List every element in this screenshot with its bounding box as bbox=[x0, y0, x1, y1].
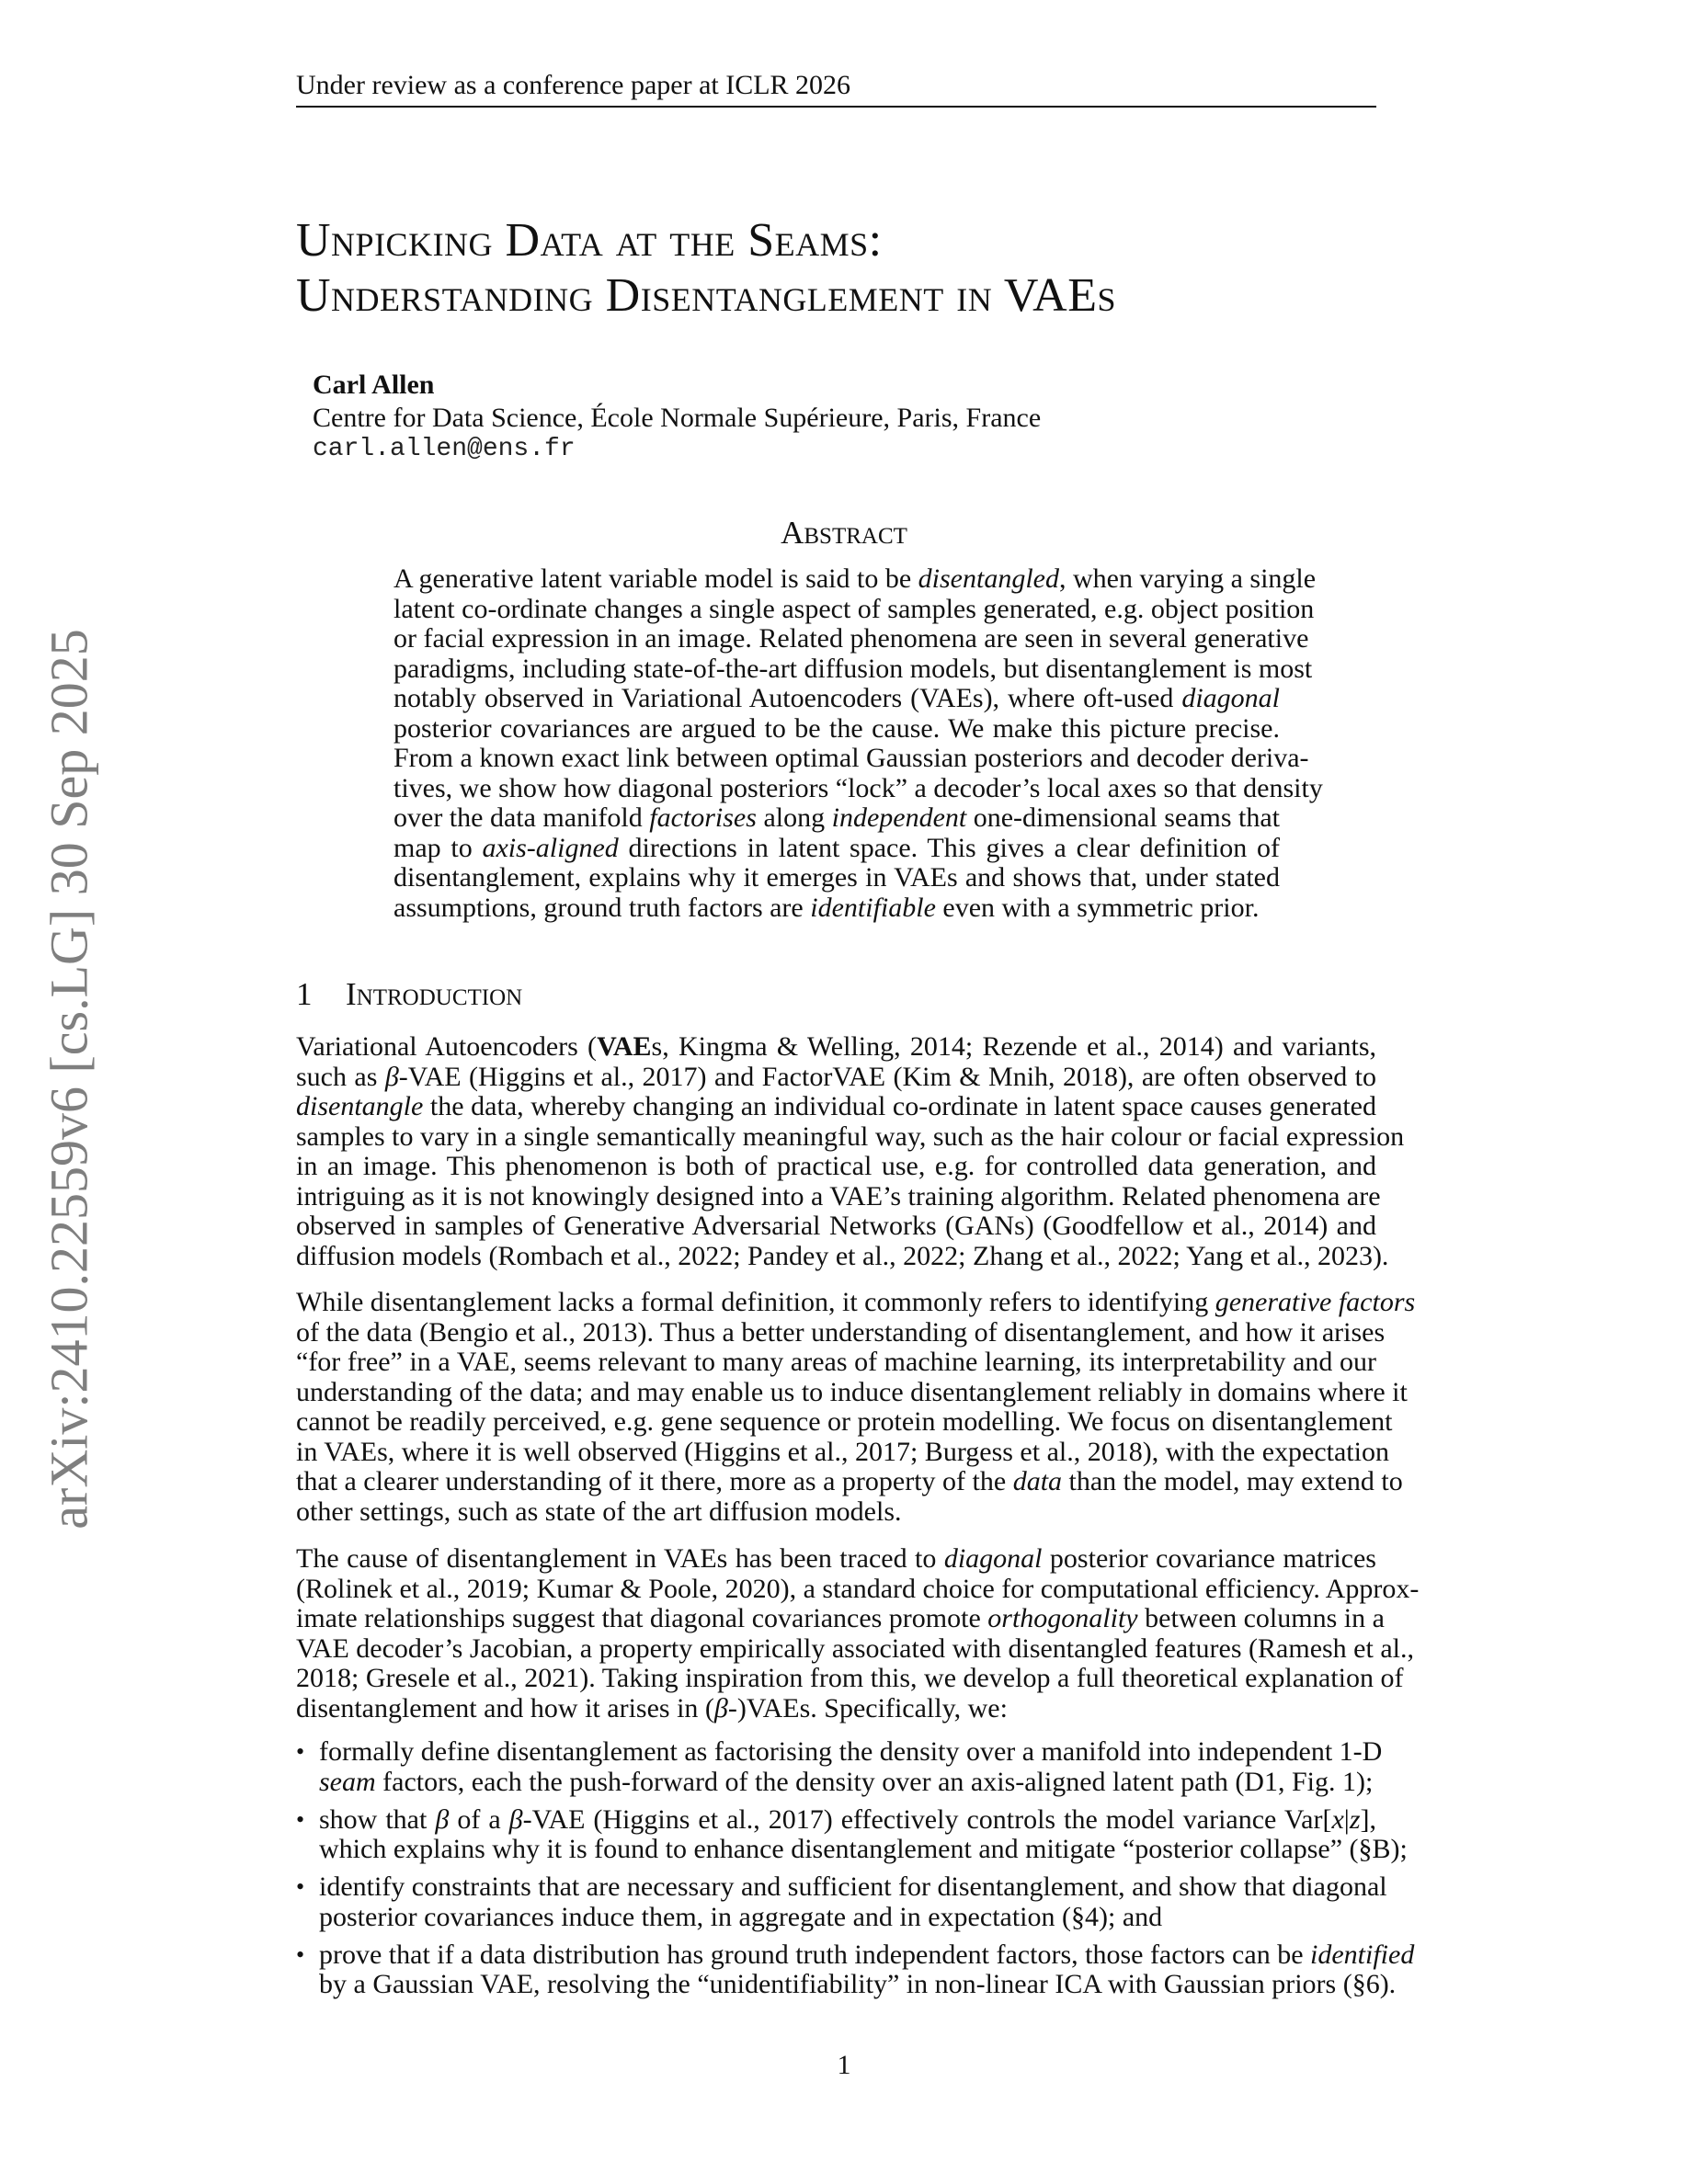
text-line: observed in samples of Generative Adversarial Networks (GANs) (Goodfellow et al., 2014) and bbox=[296, 1211, 1376, 1241]
abstract-body bbox=[393, 563, 1323, 923]
text-line: cannot be readily perceived, e.g. gene sequence or protein modelling. We focus on disentanglement bbox=[296, 1406, 1393, 1437]
text-line: The cause of disentanglement in VAEs has been traced to diagonal posterior covariance matrices bbox=[296, 1543, 1376, 1574]
author-email[interactable]: carl.allen@ens.fr bbox=[313, 435, 576, 463]
bullet-icon: • bbox=[296, 1873, 305, 1900]
text-line: “for free” in a VAE, seems relevant to many areas of machine learning, its interpretability and our bbox=[296, 1347, 1376, 1377]
author-affiliation: Centre for Data Science, École Normale Supérieure, Paris, France bbox=[313, 403, 1042, 433]
text-line: Variational Autoencoders (VAEs, Kingma & Welling, 2014; Rezende et al., 2014) and variants, bbox=[296, 1031, 1377, 1062]
text-line: by a Gaussian VAE, resolving the “unidentifiability” in non-linear ICA with Gaussian priors (§6). bbox=[319, 1969, 1397, 1999]
text-line: posterior covariances are argued to be the cause. We make this picture precise. bbox=[393, 712, 1280, 744]
text-line: show that β of a β-VAE (Higgins et al., 2017) effectively controls the model variance Var[x|z], bbox=[319, 1803, 1376, 1835]
arxiv-stamp: arXiv:2410.22559v6 [cs.LG] 30 Sep 2025 bbox=[39, 629, 99, 1530]
text-line: posterior covariances induce them, in aggregate and in expectation (§4); and bbox=[319, 1901, 1163, 1932]
text-line: disentanglement, explains why it emerges in VAEs and shows that, under stated bbox=[393, 862, 1280, 893]
text-line: While disentanglement lacks a formal definition, it commonly refers to identifying generative factors bbox=[296, 1287, 1416, 1317]
section-heading bbox=[296, 976, 522, 1013]
text-line: paradigms, including state-of-the-art diffusion models, but disentanglement is most bbox=[393, 653, 1313, 684]
text-line: which explains why it is found to enhance disentanglement and mitigate “posterior collapse” (§B); bbox=[319, 1834, 1408, 1864]
bullet-icon: • bbox=[296, 1738, 305, 1765]
bullet-icon: • bbox=[296, 1805, 305, 1833]
text-line: in an image. This phenomenon is both of practical use, e.g. for controlled data generation, and bbox=[296, 1151, 1376, 1181]
paragraph bbox=[296, 1031, 1405, 1271]
text-line: notably observed in Variational Autoencoders (VAEs), where oft-used diagonal bbox=[393, 683, 1280, 713]
text-line: (Rolinek et al., 2019; Kumar & Poole, 2020), a standard choice for computational efficiency. Approx- bbox=[296, 1573, 1420, 1604]
section-number: 1 bbox=[296, 976, 313, 1012]
text-line: other settings, such as state of the art diffusion models. bbox=[296, 1496, 902, 1527]
paper-title bbox=[296, 213, 1116, 324]
text-line: From a known exact link between optimal Gaussian posteriors and decoder deriva- bbox=[393, 743, 1309, 773]
text-line: VAE decoder’s Jacobian, a property empirically associated with disentangled features (Ramesh et al., bbox=[296, 1632, 1414, 1664]
list-item bbox=[296, 1803, 1408, 1865]
text-line: imate relationships suggest that diagonal covariances promote orthogonality between columns in a bbox=[296, 1603, 1385, 1633]
text-line: prove that if a data distribution has ground truth independent factors, those factors can be identified bbox=[319, 1939, 1415, 1970]
bullet-icon: • bbox=[296, 1940, 305, 1968]
running-header: Under review as a conference paper at ICLR 2026 bbox=[296, 70, 851, 100]
paragraph bbox=[296, 1543, 1420, 1723]
paragraph bbox=[296, 1287, 1416, 1527]
text-line: latent co-ordinate changes a single aspect of samples generated, e.g. object position bbox=[393, 593, 1315, 624]
text-line: tives, we show how diagonal posteriors “lock” a decoder’s local axes so that density bbox=[393, 772, 1323, 803]
text-line: disentanglement and how it arises in (β-)VAEs. Specifically, we: bbox=[296, 1692, 1008, 1723]
page-number: 1 bbox=[837, 2050, 851, 2080]
text-line: that a clearer understanding of it there, more as a property of the data than the model, may extend to bbox=[296, 1466, 1403, 1496]
text-line: understanding of the data; and may enable us to induce disentanglement reliably in domains where it bbox=[296, 1376, 1408, 1407]
text-line: diffusion models (Rombach et al., 2022; Pandey et al., 2022; Zhang et al., 2022; Yang et al., 2023). bbox=[296, 1240, 1389, 1271]
text-line: in VAEs, where it is well observed (Higgins et al., 2017; Burgess et al., 2018), with the expectation bbox=[296, 1436, 1389, 1467]
text-line: A generative latent variable model is said to be disentangled, when varying a single bbox=[393, 563, 1317, 594]
text-line: seam factors, each the push-forward of the density over an axis-aligned latent path (D1, Fig. 1); bbox=[319, 1766, 1374, 1797]
text-line: samples to vary in a single semantically meaningful way, such as the hair colour or facial expression bbox=[296, 1120, 1405, 1152]
title-line: Unpicking Data at the Seams: bbox=[296, 214, 883, 267]
list-item bbox=[296, 1871, 1387, 1932]
text-line: such as β-VAE (Higgins et al., 2017) and FactorVAE (Kim & Mnih, 2018), are often observed to bbox=[296, 1061, 1376, 1092]
text-line: map to axis-aligned directions in latent space. This gives a clear definition of bbox=[393, 832, 1280, 863]
text-line: identify constraints that are necessary and sufficient for disentanglement, and show that diagonal bbox=[319, 1871, 1387, 1902]
text-line: intriguing as it is not knowingly designed into a VAE’s training algorithm. Related phenomena are bbox=[296, 1180, 1381, 1211]
title-line: Understanding Disentanglement in VAEs bbox=[296, 269, 1117, 322]
text-line: over the data manifold factorises along independent one-dimensional seams that bbox=[393, 802, 1281, 833]
section-title: Introduction bbox=[346, 976, 523, 1012]
abstract-heading: Abstract bbox=[781, 515, 907, 551]
author-name: Carl Allen bbox=[313, 370, 435, 400]
header-rule bbox=[296, 106, 1376, 108]
text-line: or facial expression in an image. Related phenomena are seen in several generative bbox=[393, 623, 1309, 654]
text-line: of the data (Bengio et al., 2013). Thus a better understanding of disentanglement, and how it arises bbox=[296, 1316, 1386, 1348]
contribution-list bbox=[296, 1736, 1415, 2008]
text-line: assumptions, ground truth factors are identifiable even with a symmetric prior. bbox=[393, 892, 1260, 923]
list-item bbox=[296, 1939, 1415, 2000]
text-line: disentangle the data, whereby changing an individual co-ordinate in latent space causes generated bbox=[296, 1091, 1376, 1121]
list-item bbox=[296, 1736, 1383, 1797]
text-line: formally define disentanglement as factorising the density over a manifold into independent 1-D bbox=[319, 1736, 1383, 1767]
text-line: 2018; Gresele et al., 2021). Taking inspiration from this, we develop a full theoretical explanation of bbox=[296, 1663, 1404, 1693]
